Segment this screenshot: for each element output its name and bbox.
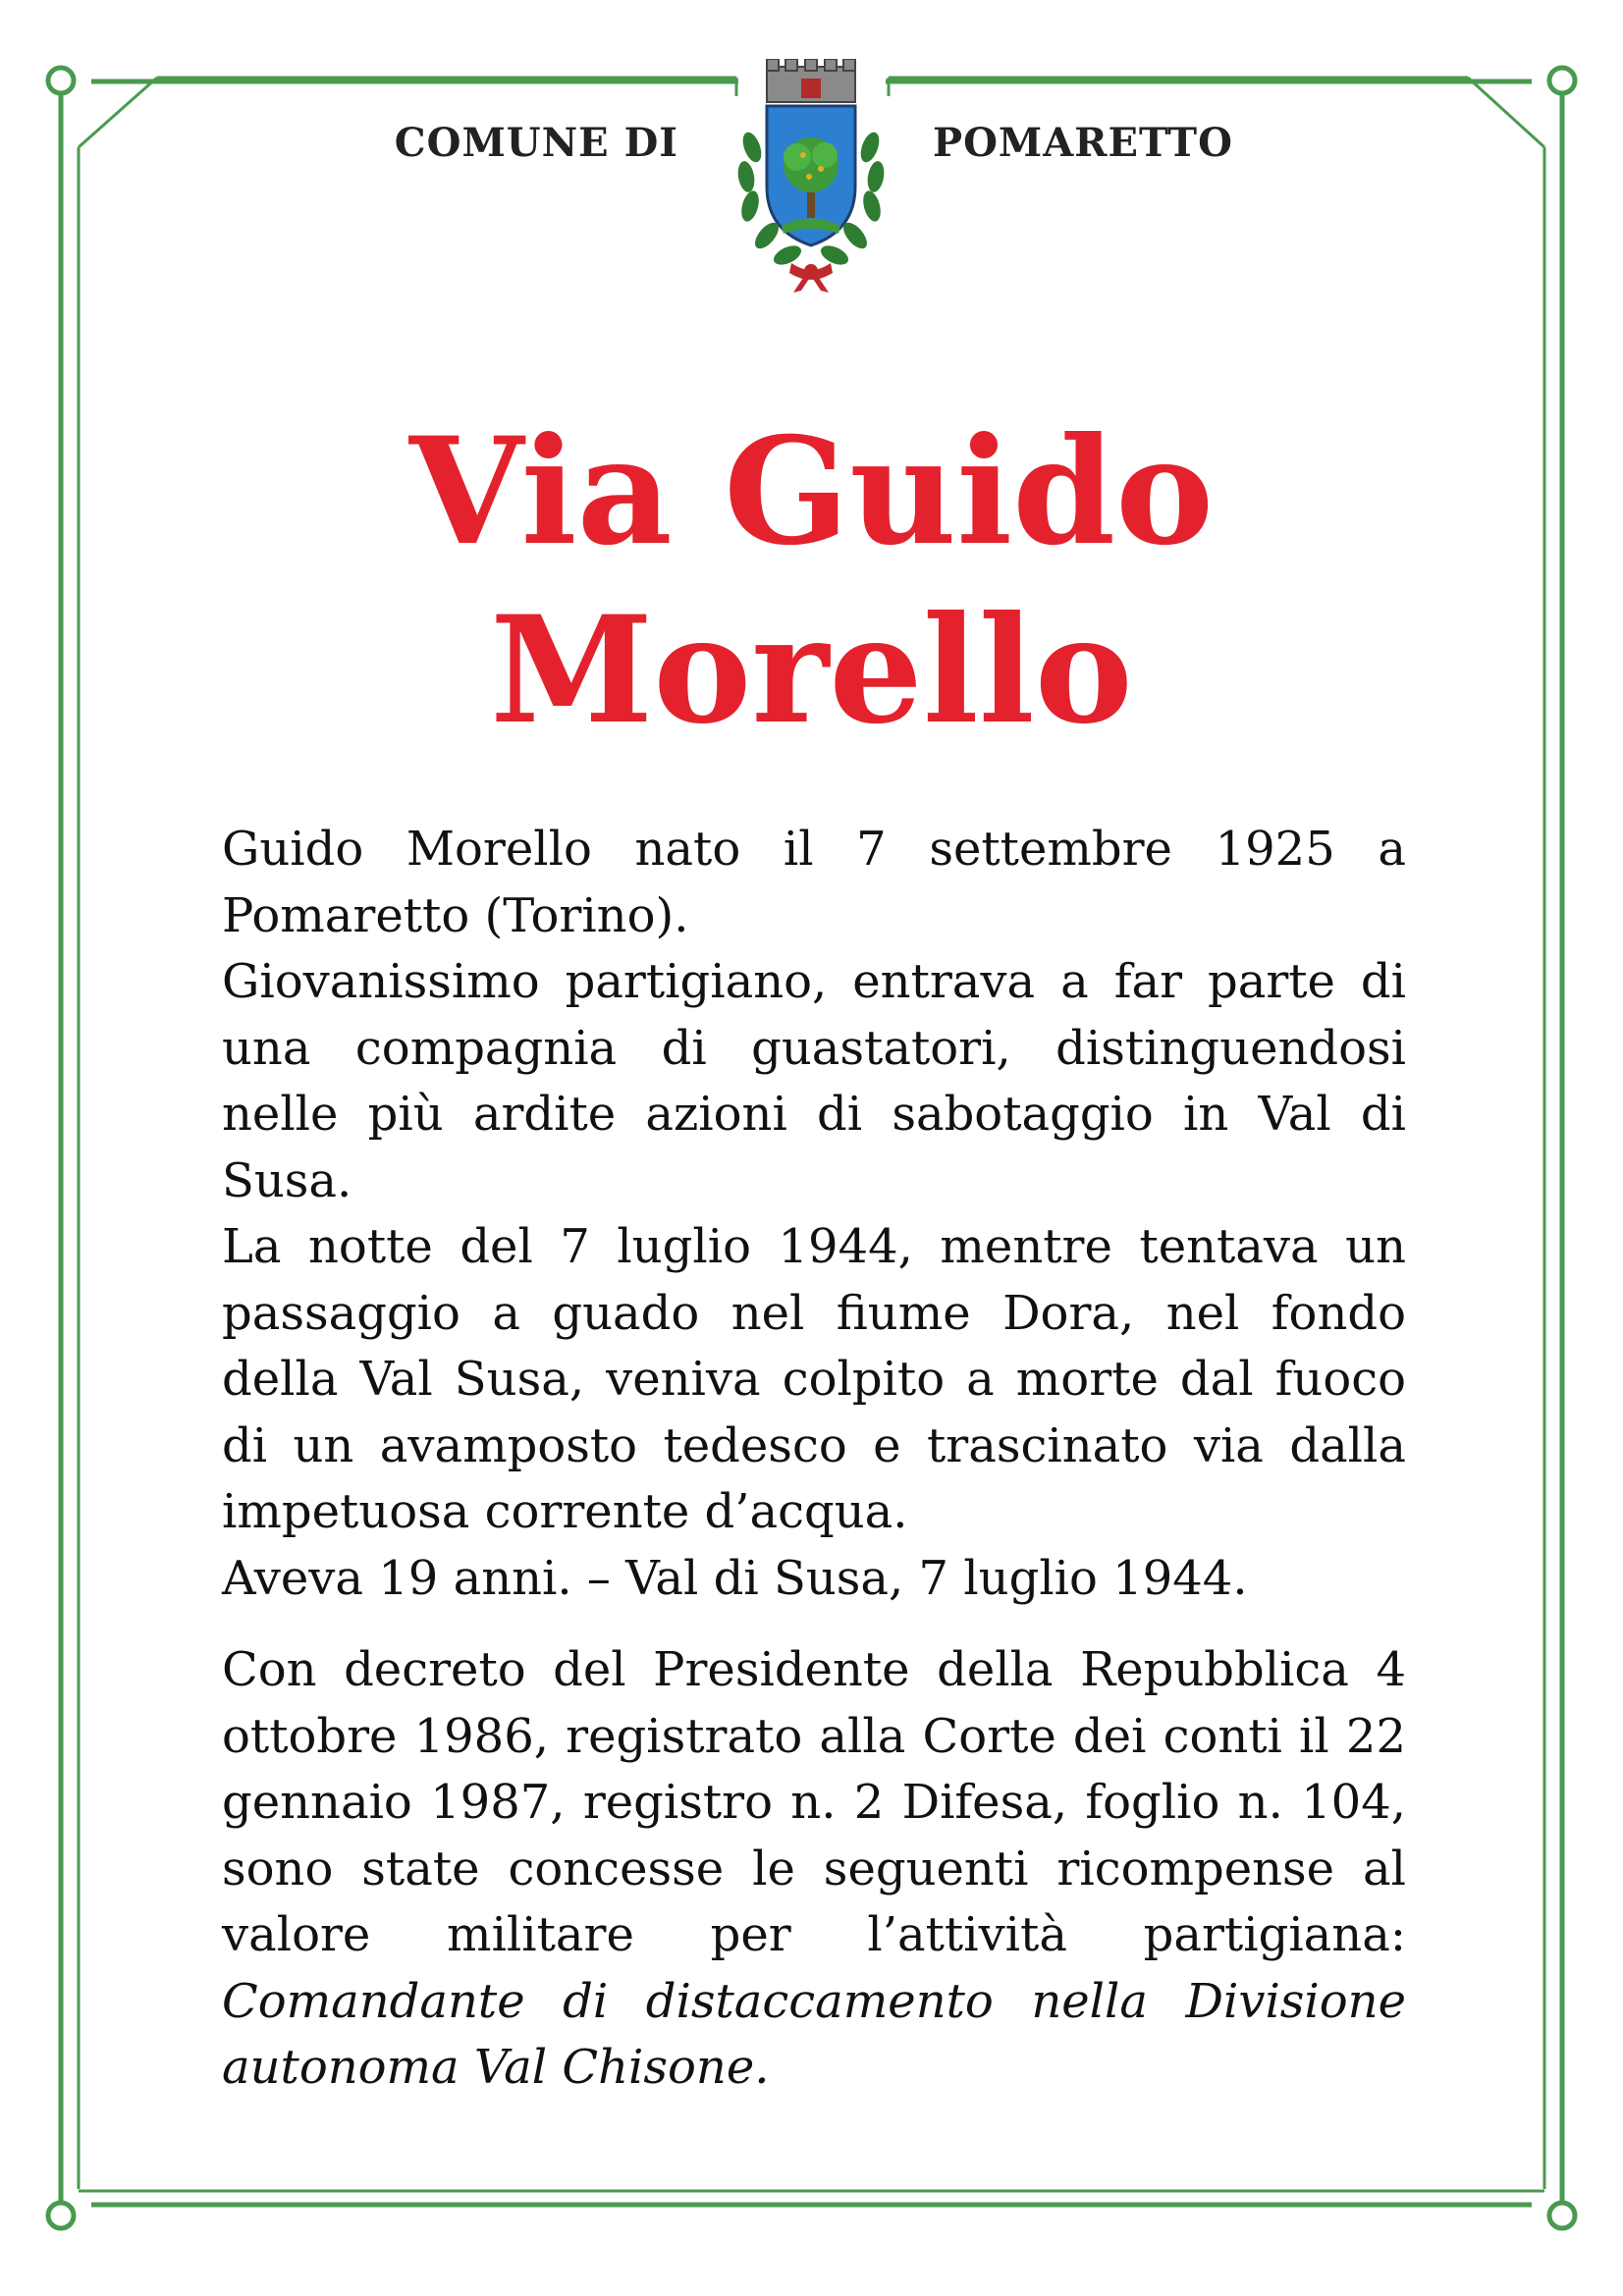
bio-sentence: Guido Morello nato il 7 settembre 1925 a Pomaretto (Torino). (222, 822, 1406, 943)
header-pomaretto: POMARETTO (933, 120, 1233, 166)
bio-sentence: Aveva 19 anni. – Val di Susa, 7 luglio 1944. (222, 1550, 1248, 1606)
bio-sentence: Giovanissimo partigiano, entrava a far parte di una compagnia di guastatori, distinguendosi nelle più ardite azioni di sabotaggio in Val di Susa. (222, 954, 1406, 1208)
header-comune-di: COMUNE DI (394, 120, 678, 166)
decree-text: Con decreto del Presidente della Repubblica 4 ottobre 1986, registrato alla Corte dei conti il 22 gennaio 1987, registro n. 2 Difesa, foglio n. 104, sono state concesse le seguenti ricompense al valore militare per l’attività partigiana: (222, 1642, 1406, 1962)
street-name-title (196, 402, 1427, 760)
title-line-2: Morello (490, 584, 1133, 757)
bio-sentence: La notte del 7 luglio 1944, mentre tentava un passaggio a guado nel fiume Dora, nel fondo della Val Susa, veniva colpito a morte dal fuoco di un avamposto tedesco e trascinato via dalla impetuosa corrente d’acqua. (222, 1219, 1406, 1539)
municipal-coat-of-arms-icon (723, 59, 899, 294)
decree-paragraph (222, 1637, 1406, 2102)
biography-text (222, 817, 1406, 2102)
decree-award-italic: Comandante di distaccamento nella Divisione autonoma Val Chisone. (222, 1973, 1406, 2095)
title-line-1: Via Guido (408, 405, 1215, 578)
